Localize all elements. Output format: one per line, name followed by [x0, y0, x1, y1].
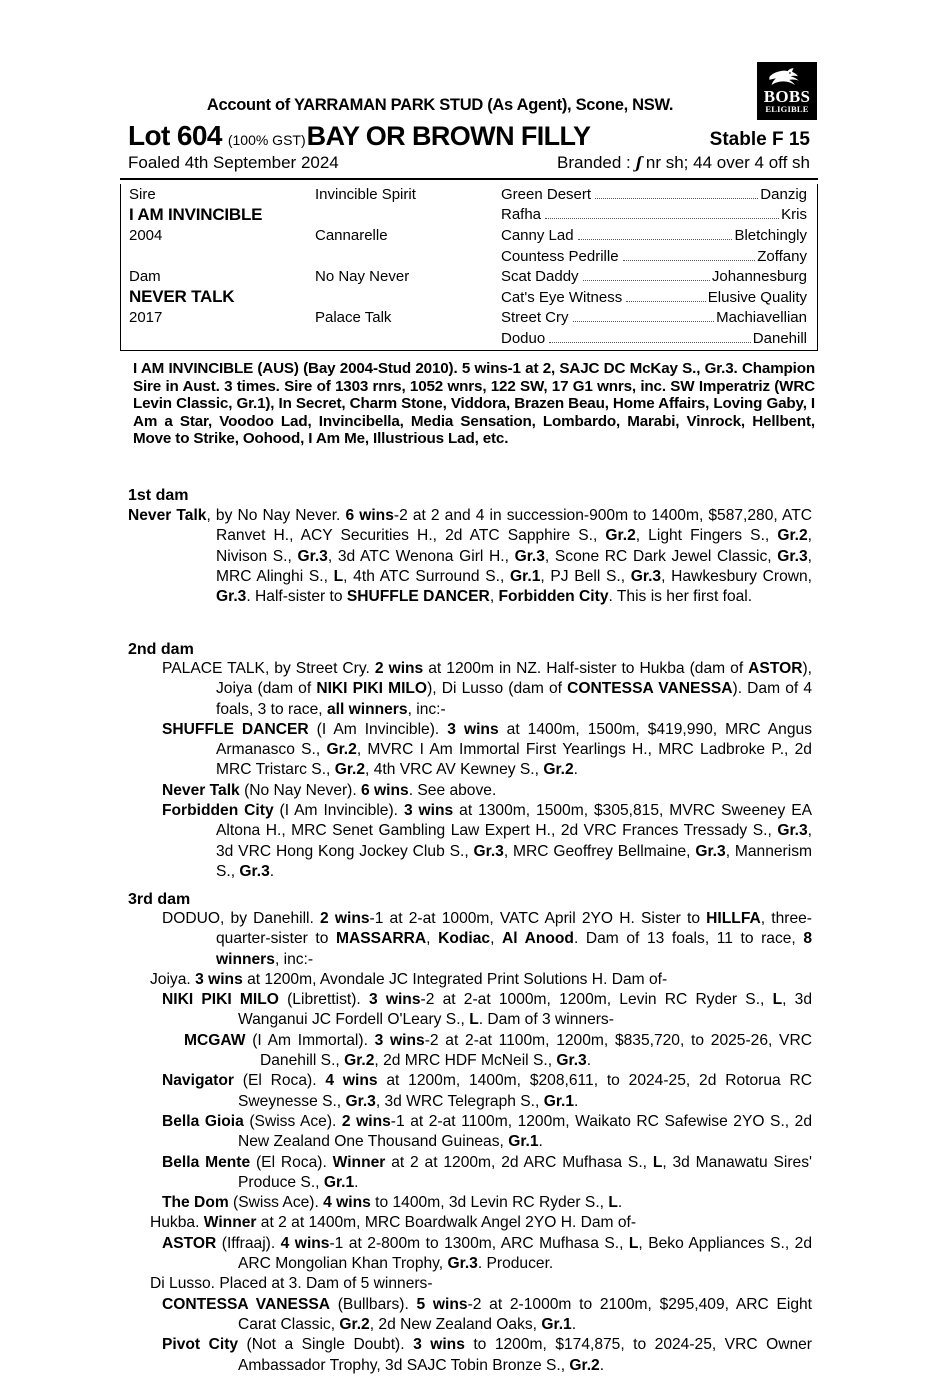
pedigree-entry: PALACE TALK, by Street Cry. 2 wins at 1200m in NZ. Half-sister to Hukba (dam of ASTOR), Joiya (dam of NIKI PIKI MILO), Di Lusso (dam of CONTESSA VANESSA). Dam of 4 foals, 3 to race, all winners, inc:- [162, 660, 813, 718]
pedigree-cell-grandparent: No Nay Never [315, 268, 410, 286]
pedigree-row [121, 287, 817, 308]
pedigree-entry: Never Talk (No Nay Never). 6 wins. See above. [162, 781, 497, 799]
pedigree-cell-great-grandparents [501, 227, 817, 244]
brand-description [557, 153, 810, 173]
pedigree-cell-great-grandparents [501, 268, 817, 285]
pedigree-entry: Pivot City (Not a Single Doubt). 3 wins to 1200m, $174,875, to 2024-25, VRC Owner Ambassador Trophy, 3d SAJC Tobin Bronze S., Gr.2. [162, 1336, 813, 1374]
pedigree-ggp-sire: Canny Lad [501, 226, 574, 244]
pedigree-entry: Hukba. Winner at 2 at 1400m, MRC Boardwalk Angel 2YO H. Dam of- [150, 1214, 637, 1232]
pedigree-table [120, 184, 818, 351]
leader-dots [545, 218, 779, 219]
pedigree-row [121, 246, 817, 267]
pedigree-entry: SHUFFLE DANCER (I Am Invincible). 3 wins at 1400m, 1500m, $419,990, MRC Angus Armanasco S., Gr.2, MVRC I Am Immortal First Yearlings H., MRC Ladbroke P., 2d MRC Tristarc S., Gr.2, 4th VRC AV Kewney S., Gr.2. [162, 720, 812, 779]
pedigree-cell-great-grandparents [501, 289, 817, 306]
pedigree-ggp-dam-sire: Danzig [760, 185, 807, 203]
pedigree-cell-great-grandparents [501, 206, 817, 223]
pedigree-ggp-dam-sire: Zoffany [757, 247, 807, 265]
pedigree-entry: Forbidden City (I Am Invincible). 3 wins at 1300m, 1500m, $305,815, MVRC Sweeney EA Altona H., MRC Senet Gambling Law Expert H., 2d VRC Frances Tressady S., Gr.3, 3d VRC Hong Kong Jockey Club S., Gr.3, MRC Geoffrey Bellmaine, Gr.3, Mannerism S., Gr.3. [162, 802, 813, 880]
pedigree-ggp-sire: Scat Daddy [501, 268, 579, 286]
pedigree-row [121, 225, 817, 246]
pedigree-ggp-sire: Countess Pedrille [501, 247, 619, 265]
pedigree-ggp-sire: Doduo [501, 329, 546, 347]
pedigree-row [121, 205, 817, 226]
vendor-account-line: Account of YARRAMAN PARK STUD (As Agent), Scone, NSW. [206, 96, 674, 114]
pedigree-cell-parent: 2004 [129, 226, 163, 244]
horse-head-icon [765, 67, 809, 87]
pedigree-row [121, 266, 817, 287]
sire-summary-paragraph: I AM INVINCIBLE (AUS) (Bay 2004-Stud 2010). 5 wins-1 at 2, SAJC DC McKay S., Gr.3. Champion Sire in Aust. 3 times. Sire of 1303 rnrs, 1052 wnrs, 122 SW, 17 G1 wnrs, inc. SW Imperatriz (WRC Levin Classic, Gr.1), In Secret, Charm Stone, Viddora, Brazen Beau, Home Affairs, Loving Gaby, I Am a Star, Voodoo Lad, Invincibella, Media Sensation, Lombardo, Marabi, Vinrock, Hellbent, Move to Strike, Oohood, I Am Me, Illustrious Lad, etc. [133, 360, 815, 448]
pedigree-entry: ASTOR (Iffraaj). 4 wins-1 at 2-800m to 1300m, ARC Mufhasa S., L, Beko Appliances S., 2d ARC Mongolian Khan Trophy, Gr.3. Producer. [162, 1234, 812, 1273]
pedigree-cell-great-grandparents [501, 330, 817, 347]
pedigree-row [121, 308, 817, 329]
pedigree-cell-grandparent: Invincible Spirit [315, 185, 416, 203]
pedigree-ggp-sire: Cat's Eye Witness [501, 288, 623, 306]
pedigree-row [121, 184, 817, 205]
leader-dots [595, 198, 758, 199]
header-rule [120, 178, 818, 180]
lot-title-bar [128, 120, 810, 152]
foaled-and-brand-bar [128, 153, 810, 173]
pedigree-cell-parent: Dam [129, 268, 161, 286]
second-dam-body [128, 659, 812, 882]
pedigree-entry: NIKI PIKI MILO (Librettist). 3 wins-2 at 2-at 1000m, 1200m, Levin RC Ryder S., L, 3d Wanganui JC Fordell O'Leary S., L. Dam of 3 winners- [162, 991, 812, 1029]
pedigree-ggp-sire: Street Cry [501, 309, 569, 327]
lot-number: Lot 604 [128, 120, 222, 151]
pedigree-ggp-dam-sire: Elusive Quality [707, 288, 807, 306]
pedigree-ggp-dam-sire: Johannesburg [711, 268, 807, 286]
leader-dots [583, 280, 710, 281]
pedigree-ggp-sire: Green Desert [501, 185, 592, 203]
pedigree-row [121, 328, 817, 349]
leader-dots [578, 239, 733, 240]
pedigree-entry: Bella Mente (El Roca). Winner at 2 at 1200m, 2d ARC Mufhasa S., L, 3d Manawatu Sires' Produce S., Gr.1. [162, 1153, 812, 1191]
pedigree-entry: Di Lusso. Placed at 3. Dam of 5 winners- [150, 1275, 433, 1293]
third-dam-body [128, 909, 812, 1376]
foaled-date: Foaled 4th September 2024 [128, 153, 339, 172]
colour-and-sex: BAY OR BROWN FILLY [306, 121, 591, 151]
pedigree-ggp-dam-sire: Danehill [752, 329, 807, 347]
pedigree-entry: Bella Gioia (Swiss Ace). 2 wins-1 at 2-at 1100m, 1200m, Waikato RC Safewise 2YO S., 2d New Zealand One Thousand Guineas, Gr.1. [162, 1112, 813, 1151]
pedigree-entry: The Dom (Swiss Ace). 4 wins to 1400m, 3d Levin RC Ryder S., L. [162, 1194, 623, 1212]
pedigree-entry: CONTESSA VANESSA (Bullbars). 5 wins-2 at 2-1000m to 2100m, $295,409, ARC Eight Carat Classic, Gr.2, 2d New Zealand Oaks, Gr.1. [162, 1295, 813, 1333]
pedigree-cell-great-grandparents [501, 309, 817, 326]
pedigree-cell-parent: I AM INVINCIBLE [129, 204, 263, 224]
pedigree-entry: Never Talk, by No Nay Never. 6 wins-2 at 2 and 4 in succession-900m to 1400m, $587,280, ATC Ranvet H., ACY Securities H., 2d ATC Sapphire S., Gr.2, Light Fingers S., Gr.2, Nivison S., Gr.3, 3d ATC Wenona Girl H., Gr.3, Scone RC Dark Jewel Classic, Gr.3, MRC Alinghi S., L, 4th ATC Surround S., Gr.1, PJ Bell S., Gr.3, Hawkesbury Crown, Gr.3. Half-sister to SHUFFLE DANCER, Forbidden City. This is her first foal. [128, 507, 813, 606]
first-dam-body [128, 506, 812, 607]
pedigree-cell-great-grandparents [501, 186, 817, 203]
pedigree-cell-grandparent: Cannarelle [315, 226, 388, 244]
pedigree-ggp-dam-sire: Machiavellian [716, 309, 807, 327]
pedigree-cell-great-grandparents [501, 248, 817, 265]
pedigree-cell-grandparent: Palace Talk [315, 309, 392, 327]
bobs-logo-text: BOBS [763, 87, 811, 106]
leader-dots [573, 321, 715, 322]
pedigree-entry: MCGAW (I Am Immortal). 3 wins-2 at 2-at 1100m, 1200m, $835,720, to 2025-26, VRC Danehill S., Gr.2, 2d MRC HDF McNeil S., Gr.3. [184, 1031, 812, 1070]
branded-label: Branded : [557, 153, 631, 172]
brand-symbol-icon: ʃ [635, 153, 642, 172]
stable-location: Stable F 15 [709, 129, 810, 150]
leader-dots [626, 301, 706, 302]
pedigree-entry: Joiya. 3 wins at 1200m, Avondale JC Integrated Print Solutions H. Dam of- [150, 970, 668, 988]
pedigree-ggp-sire: Rafha [501, 206, 542, 224]
gst-note: (100% GST) [227, 132, 306, 148]
pedigree-ggp-dam-sire: Bletchingly [734, 226, 807, 244]
leader-dots [623, 260, 756, 261]
third-dam-heading: 3rd dam [128, 891, 191, 908]
pedigree-entry: DODUO, by Danehill. 2 wins-1 at 2-at 1000m, VATC April 2YO H. Sister to HILLFA, three-quarter-sister to MASSARRA, Kodiac, Al Anood. Dam of 13 foals, 11 to race, 8 winners, inc:- [162, 910, 813, 968]
leader-dots [549, 342, 751, 343]
pedigree-cell-parent: 2017 [129, 309, 163, 327]
bobs-logo-subtitle: ELIGIBLE [765, 104, 809, 114]
first-dam-heading: 1st dam [128, 487, 189, 504]
pedigree-cell-parent: NEVER TALK [129, 287, 235, 307]
pedigree-cell-parent: Sire [129, 185, 156, 203]
pedigree-entry: Navigator (El Roca). 4 wins at 1200m, 1400m, $208,611, to 2024-25, 2d Rotorua RC Sweynesse S., Gr.3, 3d WRC Telegraph S., Gr.1. [162, 1072, 813, 1110]
pedigree-ggp-dam-sire: Kris [781, 206, 807, 224]
branded-detail: nr sh; 44 over 4 off sh [645, 153, 810, 172]
second-dam-heading: 2nd dam [128, 641, 194, 658]
